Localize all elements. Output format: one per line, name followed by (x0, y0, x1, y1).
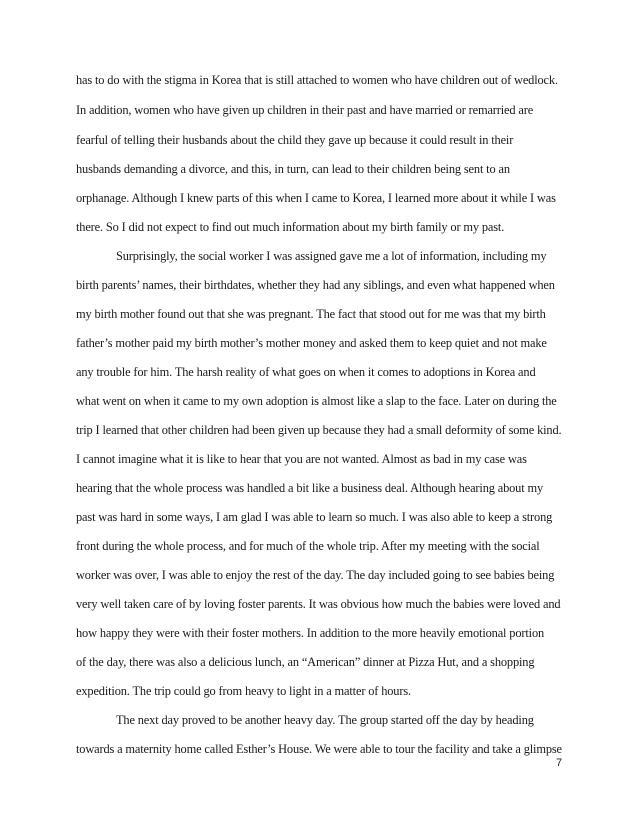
text-line: birth parents’ names, their birthdates, whether they had any siblings, and even what happened when (76, 278, 555, 292)
text-line: any trouble for him. The harsh reality of what goes on when it comes to adoptions in Korea and (76, 365, 536, 379)
text-line: very well taken care of by loving foster parents. It was obvious how much the babies were loved and (76, 597, 561, 611)
text-line: In addition, women who have given up children in their past and have married or remarried are (76, 103, 534, 117)
text-line: how happy they were with their foster mothers. In addition to the more heavily emotional portion (76, 626, 545, 640)
text-line: has to do with the stigma in Korea that is still attached to women who have children out of wedlock. (76, 73, 558, 87)
paragraph-first-line: Surprisingly, the social worker I was assigned gave me a lot of information, including my (116, 249, 547, 263)
text-line: father’s mother paid my birth mother’s mother money and asked them to keep quiet and not make (76, 336, 547, 350)
paragraph-first-line: The next day proved to be another heavy day. The group started off the day by heading (116, 713, 534, 727)
text-line: there. So I did not expect to find out much information about my birth family or my past. (76, 220, 505, 234)
text-line: what went on when it came to my own adoption is almost like a slap to the face. Later on during the (76, 394, 557, 408)
text-line: my birth mother found out that she was pregnant. The fact that stood out for me was that my birth (76, 307, 546, 321)
text-line: trip I learned that other children had been given up because they had a small deformity of some kind. (76, 423, 562, 437)
text-line: expedition. The trip could go from heavy to light in a matter of hours. (76, 684, 411, 698)
text-line: towards a maternity home called Esther’s House. We were able to tour the facility and take a glimpse (76, 742, 562, 756)
text-line: hearing that the whole process was handled a bit like a business deal. Although hearing about my (76, 481, 543, 495)
text-line: fearful of telling their husbands about the child they gave up because it could result in their (76, 133, 514, 147)
text-line: of the day, there was also a delicious lunch, an “American” dinner at Pizza Hut, and a shopping (76, 655, 535, 669)
text-line: orphanage. Although I knew parts of this when I came to Korea, I learned more about it while I was (76, 191, 556, 205)
page-number: 7 (556, 757, 563, 769)
text-line: I cannot imagine what it is like to hear that you are not wanted. Almost as bad in my case was (76, 452, 527, 466)
text-line: front during the whole process, and for much of the whole trip. After my meeting with the social (76, 539, 540, 553)
text-line: husbands demanding a divorce, and this, in turn, can lead to their children being sent to an (76, 162, 510, 176)
text-line: worker was over, I was able to enjoy the rest of the day. The day included going to see babies being (76, 568, 555, 582)
text-line: past was hard in some ways, I am glad I was able to learn so much. I was also able to keep a strong (76, 510, 553, 524)
